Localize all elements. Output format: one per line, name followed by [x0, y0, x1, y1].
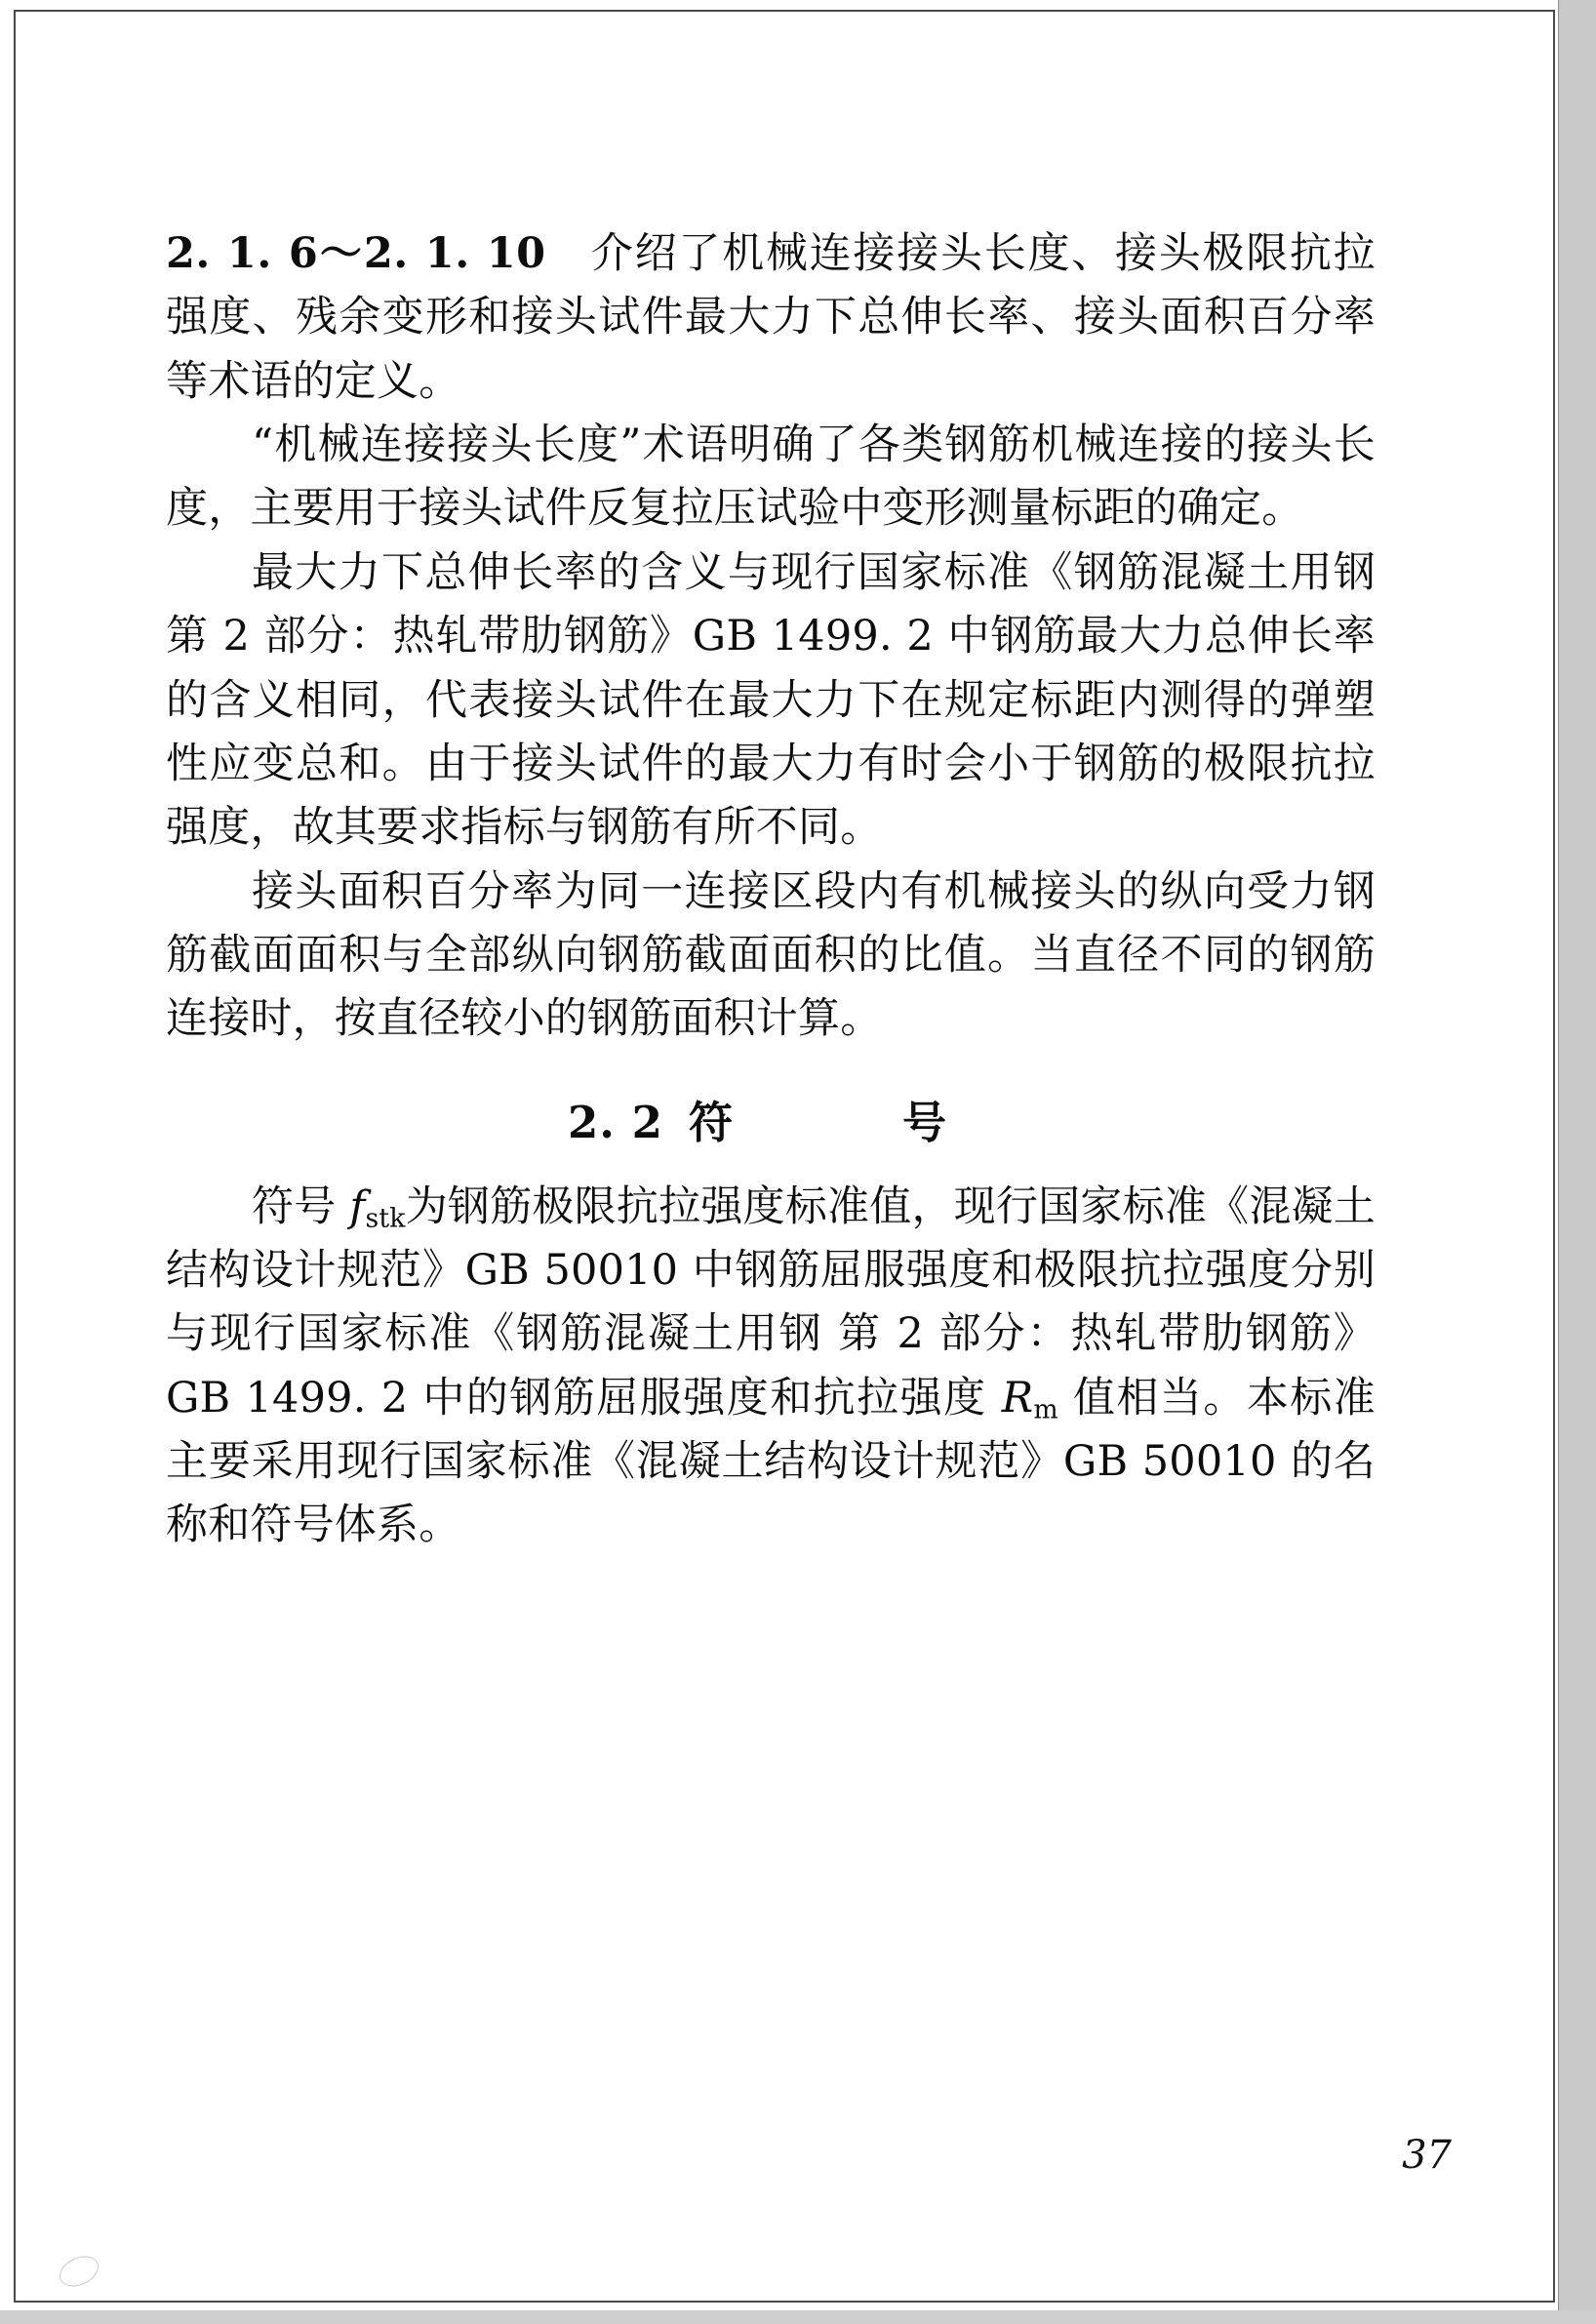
clause-number: 2. 1. 6～2. 1. 10 — [166, 229, 546, 278]
paragraph-symbols — [166, 1176, 1376, 1558]
scan-artifact — [55, 2250, 103, 2292]
scan-edge-right — [1558, 0, 1596, 2324]
paragraph-text: 介绍了机械连接接头长度、接头极限抗拉强度、残余变形和接头试件最大力下总伸长率、接头面积百分率等术语的定义。 — [166, 229, 1376, 406]
paragraph-area-percentage: 接头面积百分率为同一连接区段内有机械接头的纵向受力钢筋截面面积与全部纵向钢筋截面面积的比值。当直径不同的钢筋连接时，按直径较小的钢筋面积计算。 — [166, 866, 1376, 1044]
symbol-text-seg2: 为钢筋极限抗拉强度标准值，现行国家标准《混凝土结构设计规范》GB 50010 中钢筋屈服强度和极限抗拉强度分别与现行国家标准《钢筋混凝土用钢 第 2 部分：热轧带肋钢筋》GB 1499. 2 中的钢筋屈服强度和抗拉强度 — [166, 1182, 1376, 1422]
paragraph-2-1-6 — [166, 222, 1376, 414]
page-content — [166, 222, 1376, 1558]
symbol-r-subscript: m — [1033, 1394, 1058, 1425]
symbol-f-subscript: stk — [365, 1203, 406, 1234]
paragraph-joint-length: “机械连接接头长度”术语明确了各类钢筋机械连接的接头长度，主要用于接头试件反复拉压试验中变形测量标距的确定。 — [166, 421, 1376, 534]
symbol-r: R — [1001, 1373, 1034, 1422]
section-number: 2. 2 — [568, 1096, 663, 1148]
symbol-text-seg1: 符号 — [252, 1182, 350, 1231]
scan-edge-bottom — [0, 2310, 1596, 2324]
section-title-text: 符 号 — [688, 1096, 974, 1148]
page-number: 37 — [1402, 2133, 1452, 2178]
paragraph-elongation: 最大力下总伸长率的含义与现行国家标准《钢筋混凝土用钢 第 2 部分：热轧带肋钢筋》GB 1499. 2 中钢筋最大力总伸长率的含义相同，代表接头试件在最大力下在规定标距内测得的弹塑性应变总和。由于接头试件的最大力有时会小于钢筋的极限抗拉强度，故其要求指标与钢筋有所不同。 — [166, 547, 1376, 853]
symbol-text-seg3: 值相当。本标准主要采用现行国家标准《混凝土结构设计规范》GB 50010 的名称和符号体系。 — [166, 1373, 1376, 1550]
symbol-f: f — [349, 1182, 366, 1231]
section-heading-2-2 — [166, 1087, 1376, 1150]
